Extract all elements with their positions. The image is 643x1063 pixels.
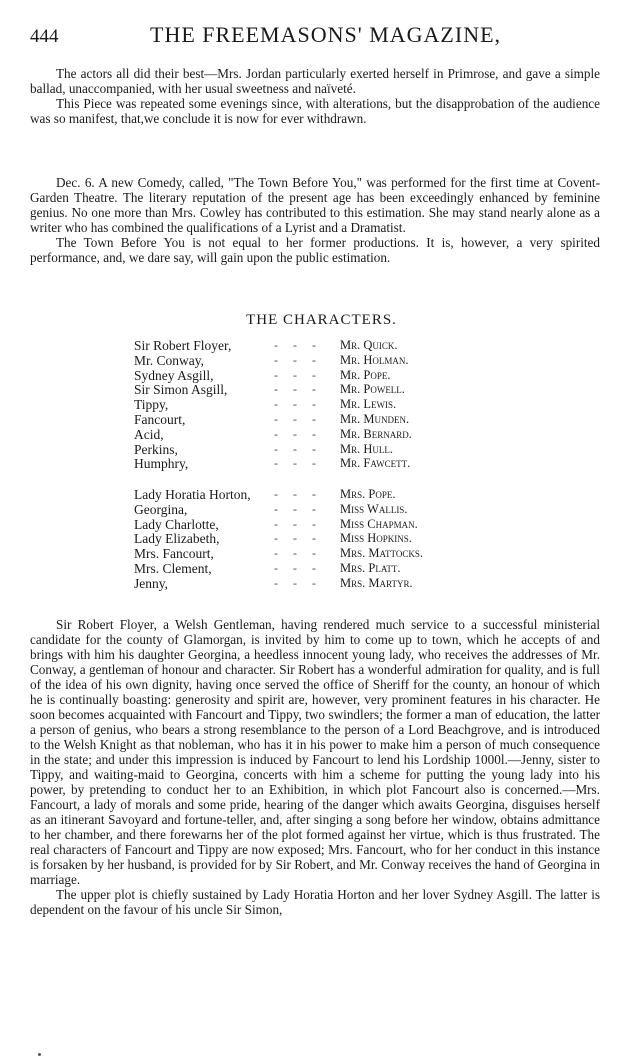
- running-title: THE FREEMASONS' MAGAZINE,: [150, 22, 502, 47]
- character-name: Lady Elizabeth,: [134, 531, 220, 547]
- plot-section: [30, 617, 600, 917]
- actor-name: Mr. Pope.: [340, 367, 391, 382]
- cast-row: [134, 397, 494, 412]
- character-name: Sydney Asgill,: [134, 367, 214, 383]
- actor-name: Miss Hopkins.: [340, 531, 412, 546]
- leader-dashes: - - -: [274, 382, 322, 397]
- character-name: Lady Horatia Horton,: [134, 487, 251, 502]
- actor-name: Mr. Powell.: [340, 382, 405, 397]
- actor-name: Mrs. Martyr.: [340, 575, 413, 590]
- character-name: Georgina,: [134, 501, 188, 517]
- review-section: [30, 175, 600, 265]
- cast-row: [134, 382, 494, 397]
- character-name: Perkins,: [134, 441, 178, 457]
- actor-name: Mr. Munden.: [340, 411, 410, 426]
- character-name: Sir Simon Asgill,: [134, 382, 228, 398]
- leader-dashes: - - -: [274, 352, 322, 367]
- cast-row: [134, 353, 494, 368]
- paragraph-new-comedy: Dec. 6. A new Comedy, called, "The Town Before You," was performed for the first time at Covent-Garden Theatre. The literary reputation of the present age has been exceedingly enhanced by feminine genius. No one more than Mrs. Cowley has contributed to this estimation. She may stand nearly alone as a writer who has combined the qualifications of a Lyrist and a Dramatist.: [30, 175, 600, 235]
- paragraph-upper-plot: The upper plot is chiefly sustained by Lady Horatia Horton and her lover Sydney Asgill. The latter is dependent on the favour of his uncle Sir Simon,: [30, 887, 600, 917]
- leader-dashes: - - -: [274, 367, 322, 382]
- cast-row: [134, 546, 494, 561]
- character-name: Mrs. Clement,: [134, 560, 212, 576]
- actor-name: Miss Wallis.: [340, 501, 408, 516]
- leader-dashes: - - -: [274, 338, 322, 352]
- character-name: Lady Charlotte,: [134, 516, 219, 532]
- cast-row: [134, 368, 494, 383]
- cast-row: [134, 442, 494, 457]
- leader-dashes: - - -: [274, 456, 322, 471]
- cast-list-women: [134, 487, 494, 591]
- leader-dashes: - - -: [274, 426, 322, 441]
- cast-row: [134, 427, 494, 442]
- character-name: Sir Robert Floyer,: [134, 338, 232, 353]
- paragraph-repeated: This Piece was repeated some evenings since, with alterations, but the disapprobation of the audience was so manifest, that,we conclude it is now for ever withdrawn.: [30, 96, 600, 126]
- cast-row: [134, 517, 494, 532]
- actor-name: Mr. Quick.: [340, 338, 398, 352]
- leader-dashes: - - -: [274, 560, 322, 575]
- leader-dashes: - - -: [274, 487, 322, 501]
- paragraph-floyer: Sir Robert Floyer, a Welsh Gentleman, having rendered much service to a successful ministerial candidate for the county of Glamorgan, is invited by him to come up to town, which he accepts of and brings with him his daughter Georgina, a heedless innocent young lady, who receives the addresses of Mr. Conway, a gentleman of honour and character. Sir Robert has a wonderful admiration for quality, and is full of the idea of his own dignity, having once served the office of Sheriff for the county, an honour of which he is continually boasting: generosity and spirit are, however, very prominent features in his character. He soon becomes acquainted with Fancourt and Tippy, two swindlers; the former a man of education, the latter a person of genius, who bears a strong resemblance to the person of a Lord Beachgrove, and is introduced to the Welsh Knight as that nobleman, who has it in his power to make him a person of much consequence in the state; and under this impression is induced by Fancourt to lend his Lordship 1000l.—Jenny, sister to Tippy, and waiting-maid to Georgina, concerts with him a scheme for putting the young lady into his power, by pretending to conduct her to an Exhibition, in which plot Fancourt also is concerned.—Mrs. Fancourt, a lady of morals and some pride, hearing of the danger which awaits Georgina, disguises herself as an itinerant Savoyard and fortune-teller, and, after singing a song before her window, obtains admittance to her chamber, and there forewarns her of the plot formed against her virtue, which is thus frustrated. The real characters of Fancourt and Tippy are now exposed; Mrs. Fancourt, who for her conduct in this instance is forsaken by her husband, is provided for by Sir Robert, and Mr. Conway receives the hand of Georgina in marriage.: [30, 617, 600, 887]
- actor-name: Mrs. Pope.: [340, 487, 396, 501]
- leader-dashes: - - -: [274, 516, 322, 531]
- actor-name: Miss Chapman.: [340, 516, 418, 531]
- actor-name: Mr. Holman.: [340, 352, 409, 367]
- intro-section: [30, 66, 600, 126]
- cast-row: [134, 531, 494, 546]
- leader-dashes: - - -: [274, 575, 322, 590]
- characters-heading: THE CHARACTERS.: [246, 312, 397, 328]
- leader-dashes: - - -: [274, 411, 322, 426]
- actor-name: Mrs. Platt.: [340, 560, 401, 575]
- cast-row: [134, 487, 494, 502]
- cast-row: [134, 561, 494, 576]
- cast-row: [134, 502, 494, 517]
- character-name: Mrs. Fancourt,: [134, 546, 214, 562]
- character-name: Mr. Conway,: [134, 352, 204, 368]
- leader-dashes: - - -: [274, 441, 322, 456]
- character-name: Tippy,: [134, 397, 169, 413]
- character-name: Humphry,: [134, 456, 189, 472]
- cast-row: [134, 338, 494, 353]
- page-number: 444: [30, 26, 59, 47]
- ink-speck: [38, 1053, 41, 1056]
- paragraph-actors: The actors all did their best—Mrs. Jordan particularly exerted herself in Primrose, and gave a simple ballad, unaccompanied, with her usual sweetness and naïveté.: [30, 66, 600, 96]
- character-name: Jenny,: [134, 575, 168, 591]
- leader-dashes: - - -: [274, 546, 322, 561]
- actor-name: Mr. Fawcett.: [340, 456, 411, 471]
- leader-dashes: - - -: [274, 397, 322, 412]
- actor-name: Mr. Hull.: [340, 441, 394, 456]
- actor-name: Mrs. Mattocks.: [340, 546, 423, 561]
- leader-dashes: - - -: [274, 531, 322, 546]
- character-name: Acid,: [134, 426, 164, 442]
- cast-row: [134, 456, 494, 471]
- leader-dashes: - - -: [274, 501, 322, 516]
- cast-list-men: [134, 338, 494, 471]
- cast-row: [134, 576, 494, 591]
- actor-name: Mr. Lewis.: [340, 397, 397, 412]
- page-header: [30, 22, 617, 52]
- character-name: Fancourt,: [134, 411, 186, 427]
- actor-name: Mr. Bernard.: [340, 426, 412, 441]
- paragraph-not-equal: The Town Before You is not equal to her former productions. It is, however, a very spirited performance, and, we dare say, will gain upon the public estimation.: [30, 235, 600, 265]
- cast-row: [134, 412, 494, 427]
